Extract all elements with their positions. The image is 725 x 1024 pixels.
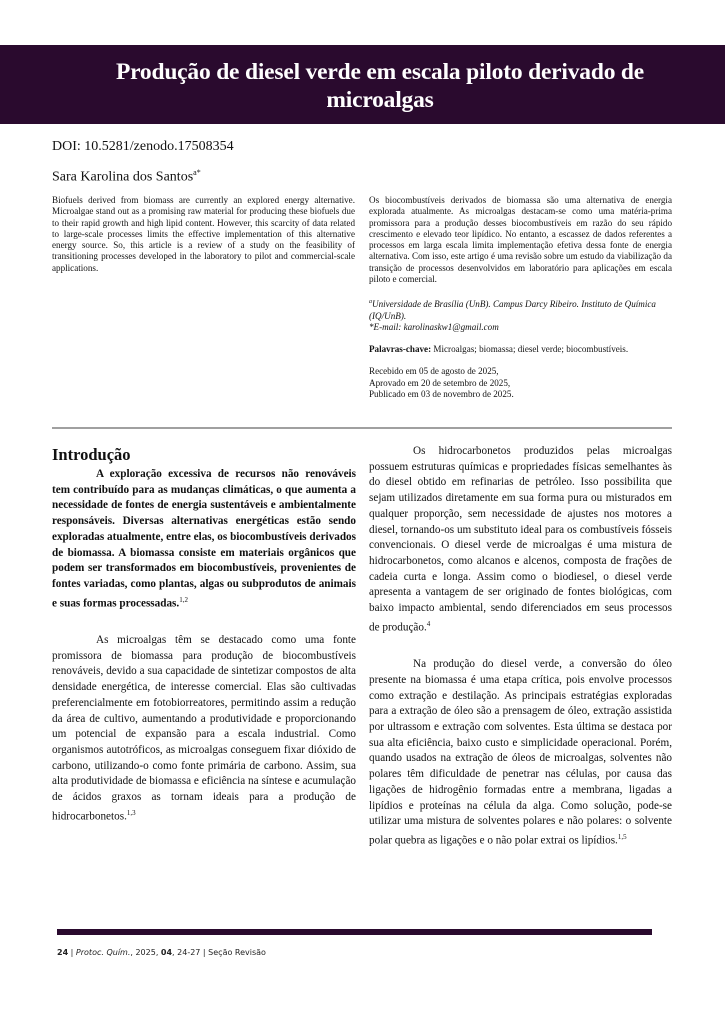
footer-volume: 04	[160, 948, 173, 957]
page-footer	[57, 948, 266, 957]
abstract-portuguese: Os biocombustíveis derivados de biomassa são uma alternativa de energia explorada atualmente. As microalgas destacam-se como uma matéria-prima promissora para a produção desses biocombustíveis em razão do seu rápido crescimento e elevado teor lipídico. No entanto, a escassez de dados referentes a processos em larga escala limita implementação efetiva dessa fonte de energia alternativa. Com isso, este artigo é uma revisão sobre um estudo da viabilização da transição de processos desenvolvidos em laboratório para aplicações em escala piloto e comercial.	[369, 195, 672, 285]
doi-link[interactable]: DOI: 10.5281/zenodo.17508354	[52, 139, 234, 154]
keywords	[369, 344, 672, 354]
affiliation	[369, 297, 672, 334]
affiliation-email[interactable]: *E-mail: karolinaskw1@gmail.com	[369, 322, 499, 333]
affiliation-text: Universidade de Brasília (UnB). Campus Darcy Ribeiro. Instituto de Química (IQ/UnB).	[369, 299, 656, 321]
date-received: Recebido em 05 de agosto de 2025,	[369, 366, 499, 376]
section-divider	[52, 427, 672, 429]
author-superscript: a*	[193, 168, 201, 177]
keywords-label: Palavras-chave:	[369, 344, 432, 354]
paragraph-text: As microalgas têm se destacado como uma fonte promissora de biomassa para produção de biocombustíveis renováveis, devido a sua capacidade de sintetizar compostos de alta densidade energética, de interesse comercial. Elas são cultivadas preferencialmente em fotobiorreatores, permitindo assim a redução da área de cultivo, aumentando a produtividade e proporcionando um potencial de expansão para a escala industrial. Como organismos autotróficos, as microalgas conseguem fixar dióxido de carbono, utilizando-o como fonte primária de carbono. Assim, sua alta produtividade de biomassa e eficiência na síntese e acumulação de ácidos graxos as tornam ideais para a produção de hidrocarbonetos.	[52, 634, 356, 823]
page-number: 24	[57, 948, 69, 957]
publication-dates	[369, 366, 672, 401]
footer-year: , 2025,	[130, 948, 161, 957]
abstract-english: Biofuels derived from biomass are currently an explored energy alternative. Microalgae stand out as a promising raw material for producing these biofuels due to their rapid growth and high lipid content. However, this scarcity of data related to large-scale processes limits the effective implementation of this alternative energy source. So, this article is a review of a study on the feasibility of transitioning processes developed in the laboratory to pilot and commercial-scale applications.	[52, 195, 355, 273]
affiliation-superscript: a	[369, 299, 372, 305]
date-approved: Aprovado em 20 de setembro de 2025,	[369, 377, 511, 388]
section-heading-introducao: Introdução	[52, 445, 131, 464]
affiliation-institution	[369, 297, 672, 322]
footer-pages: , 24-27	[172, 948, 201, 957]
journal-name: Protoc. Quím.	[75, 948, 131, 957]
paragraph-text: Os hidrocarbonetos produzidos pelas microalgas possuem estruturas químicas e propriedades físicas semelhantes às do diesel obtido em refinarias de petróleo. Isso possibilita que sejam utilizados diretamente em sua forma pura ou misturados em qualquer proporção, sem necessidade de ajustes nos motores a diesel, tornando-os um substituto ideal para os combustíveis fósseis convencionais. O diesel verde de microalgas é uma mistura de hidrocarbonetos, como alcanos e alcenos, composta de frações de cadeia curta e longa. Assim como o biodiesel, o diesel verde apresenta a vantagem de ser originado de fontes biológicas, com baixo impacto ambiental, sendo diferenciados em seus processos de produção.	[369, 445, 672, 634]
body-paragraph	[369, 444, 672, 636]
citation-ref[interactable]: 1,2	[179, 595, 188, 604]
paragraph-text: A exploração excessiva de recursos não renováveis tem contribuído para as mudanças climáticas, o que aumenta a necessidade de fontes de energia sustentáveis e ambientalmente responsáveis. Diversas alternativas energéticas estão sendo exploradas atualmente, entre elas, os biocombustíveis derivados de biomassa. A biomassa consiste em materiais orgânicos que podem ser transformados em biocombustíveis, provenientes de fontes variadas, como plantas, algas ou subprodutos de animais e suas formas processadas.	[52, 468, 356, 610]
article-title: Produção de diesel verde em escala piloto derivado de microalgas	[115, 59, 645, 113]
body-paragraph	[52, 633, 356, 825]
keywords-value: Microalgas; biomassa; diesel verde; biocombustíveis.	[431, 344, 629, 354]
body-paragraph	[52, 467, 356, 612]
footer-section: Seção Revisão	[208, 948, 266, 957]
author-text: Sara Karolina dos Santos	[52, 169, 194, 185]
date-published: Publicado em 03 de novembro de 2025.	[369, 389, 514, 400]
author-name	[52, 168, 201, 186]
footer-separator: |	[200, 948, 209, 957]
footer-separator: |	[68, 948, 76, 957]
body-column-right	[369, 444, 672, 849]
citation-ref[interactable]: 4	[426, 619, 431, 628]
footer-rule	[57, 929, 652, 935]
body-paragraph	[369, 657, 672, 849]
body-column-left	[52, 467, 356, 825]
citation-ref[interactable]: 1,5	[617, 832, 627, 841]
citation-ref[interactable]: 1,3	[126, 808, 136, 817]
paragraph-text: Na produção do diesel verde, a conversão do óleo presente na biomassa é uma etapa crítica, pois envolve processos como extração e destilação. As principais estratégias exploradas para a extração de óleo são a prensagem de óleo, extração assistida por ultrassom e extração com solventes. Esta última se destaca por sua alta eficiência, baixo custo e simplicidade operacional. Porém, quando usados na extração de óleos de microalgas, solventes não polares têm dificuldade de penetrar nas células, por causa das ligações de hidrogênio formadas entre a membrana, ligadas a lipídios e proteínas na célula da alga. Como solução, pode-se utilizar uma mistura de solventes polares e não polares: o solvente polar quebra as ligações e o não polar extrai os lipídios.	[369, 658, 672, 847]
